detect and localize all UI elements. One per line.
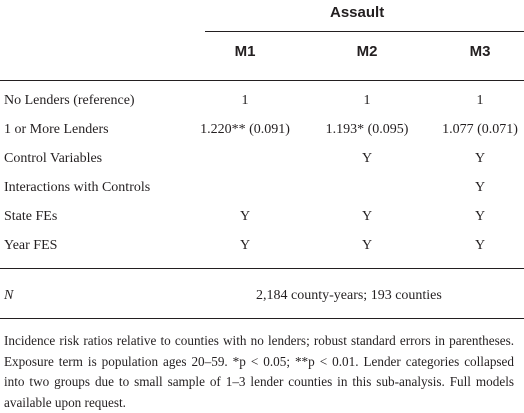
cell-m2: Y — [361, 151, 373, 166]
cell-m2: 1.193* (0.095) — [325, 122, 409, 137]
row-label-one-or-more-lenders: 1 or More Lenders — [4, 122, 109, 137]
cell-m3: 1.077 (0.071) — [442, 122, 518, 137]
cell-m2: Y — [361, 238, 373, 253]
row-label-control-variables: Control Variables — [4, 151, 103, 166]
column-header-m2: M2 — [356, 43, 378, 60]
column-header-m1: M1 — [234, 43, 256, 60]
column-header-m3: M3 — [469, 43, 491, 60]
cell-m3: Y — [474, 180, 486, 195]
cell-m1: 1.220** (0.091) — [200, 122, 290, 137]
cell-m1: 1 — [241, 93, 249, 108]
row-label-year-fes: Year FES — [4, 238, 58, 253]
n-value: 2,184 county-years; 193 counties — [256, 288, 442, 303]
header-bottom-rule — [0, 80, 524, 81]
group-header-rule — [205, 31, 524, 32]
separator-rule — [0, 268, 524, 269]
cell-m1: Y — [239, 209, 251, 224]
row-label-no-lenders: No Lenders (reference) — [4, 93, 135, 108]
row-label-interactions-with-controls: Interactions with Controls — [4, 180, 151, 195]
table-bottom-rule — [0, 318, 524, 319]
cell-m2: Y — [361, 209, 373, 224]
cell-m1: Y — [239, 238, 251, 253]
cell-m3: Y — [474, 151, 486, 166]
row-label-state-fes: State FEs — [4, 209, 58, 224]
cell-m3: Y — [474, 238, 486, 253]
table-footnote: Incidence risk ratios relative to counties with no lenders; robust standard errors in parentheses. Exposure term is population ages 20–59. *p < 0.05; **p < 0.01. Lender categories collapsed into two groups due to small sample of 1–3 lender counties in this sub-analysis. Full models available upon request. — [4, 333, 514, 410]
cell-m3: Y — [474, 209, 486, 224]
cell-m2: 1 — [363, 93, 371, 108]
n-label: N — [4, 288, 14, 303]
group-header: Assault — [330, 4, 385, 21]
cell-m3: 1 — [476, 93, 484, 108]
